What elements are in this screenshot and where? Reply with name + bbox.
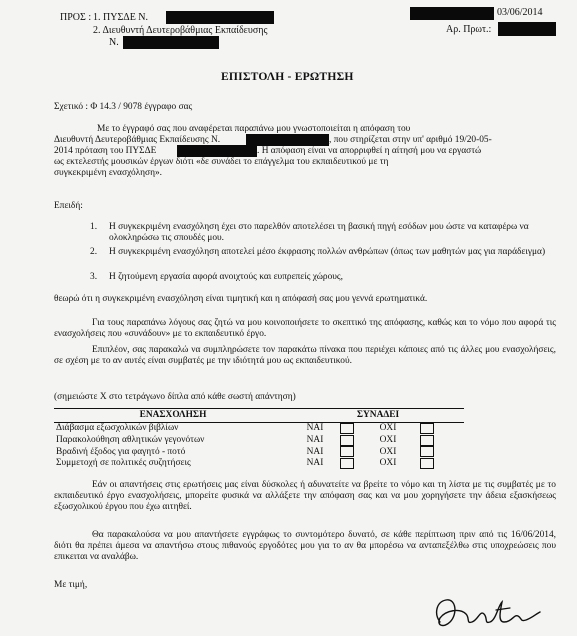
redaction-block — [177, 145, 257, 157]
yes-checkbox[interactable] — [340, 423, 354, 434]
para1-line3a: 2014 πρόταση του ΠΥΣΔΕ — [54, 146, 157, 156]
table-row — [54, 458, 464, 470]
deadline-paragraph: Θα παρακαλούσα να μου απαντήσετε εγγράφως το συντομότερο δυνατό, σε κάθε περίπτωση πριν από τις 16/06/2014, διότι θα πρέπει άμεσα να απαντήσω στους πιθανούς εργοδότες μου για το αν θα μπορέσω να ανταπεξέλθω στις υποχρεώσεις που επικειται να αναλάβω. — [54, 530, 556, 563]
no-checkbox[interactable] — [420, 446, 434, 457]
yes-checkbox[interactable] — [340, 446, 354, 457]
table-row — [54, 423, 464, 435]
redaction-block — [498, 22, 556, 36]
para1-line5: συγκεκριμένη ενασχόληση». — [54, 168, 163, 178]
table-header-row — [54, 409, 464, 423]
reference-line: Σχετικό : Φ 14.3 / 9078 έγγραφο σας — [54, 102, 193, 112]
table-instruction: (σημειώστε Χ στο τετράγωνο δίπλα από κάθε σωστή απάντηση) — [54, 392, 296, 402]
redaction-block — [123, 36, 219, 49]
list-text: Η συγκεκριμένη ενασχόληση έχει στο παρελθόν αποτελέσει τη βασική πηγή εσόδων μου ώστε να καταφέρω να ολοκληρώσω τις σπουδές μου. — [109, 222, 529, 244]
redaction-block — [410, 7, 494, 20]
yes-checkbox[interactable] — [340, 458, 354, 469]
list-text: Η ζητούμενη εργασία αφορά ανοιχτούς και ευπρεπείς χώρους, — [109, 272, 343, 282]
list-text: Η συγκεκριμένη ενασχόληση αποτελεί μέσο έκφρασης πολλών ανθρώπων (όπως των μαθητών μας για παράδειγμα) — [109, 247, 546, 257]
activity-cell: Βραδινή έξοδος για φαγητό - ποτό — [56, 446, 186, 457]
para1-line4: ως εκτελεστής μουσικών έργων διότι «δε συνάδει το επάγγελμα του εκπαιδευτικού με τη — [54, 157, 389, 167]
recipient-2: 2. Διευθυντή Δευτεροβάθμιας Εκπαίδευσης — [93, 25, 268, 36]
date: , 03/06/2014 — [492, 7, 543, 18]
activity-cell: Διάβασμα εξωσχολικών βιβλίων — [56, 423, 179, 434]
yes-label: ΝΑΙ — [306, 434, 324, 445]
compatibility-table — [54, 408, 464, 470]
redaction-block — [246, 134, 329, 146]
table-row — [54, 435, 464, 447]
compatible-column-header: ΣΥΝΑΔΕΙ — [292, 409, 464, 423]
to-label: ΠΡΟΣ : — [60, 12, 92, 23]
no-label: ΟΧΙ — [379, 458, 397, 469]
table-request-paragraph: Επιπλέον, σας παρακαλώ να συμπληρώσετε τον παρακάτω πίνακα που περιέχει κάποιες από τις άλλες μου ενασχολήσεις, σε σχέση με το αν αυτές είναι συμβατές με την ιδιότητά μου ως εκπαιδευτικού. — [54, 345, 556, 367]
conclusion-line: θεωρώ ότι η συγκεκριμένη ενασχόληση είναι τιμητική και η απόφασή σας μου γεννά ερωτηματικά. — [54, 294, 428, 304]
para1-line2b: , που στηρίζεται στην υπ' αριθμό 19/20-05- — [329, 135, 492, 145]
yes-label: ΝΑΙ — [306, 446, 324, 457]
list-item — [90, 247, 556, 271]
since-label: Επειδή: — [54, 201, 83, 211]
list-number: 2. — [90, 247, 98, 257]
no-checkbox[interactable] — [420, 435, 434, 446]
para1-line1: Με το έγγραφό σας που αναφέρεται παραπάνω μου γνωστοποιείται η απόφαση του — [97, 124, 411, 134]
alternative-paragraph: Εάν οι απαντήσεις στις ερωτήσεις μας είναι δύσκολες ή αδυνατείτε να βρείτε το νόμο και τη λίστα με τις συμβατές με το εκπαιδευτικό έργο ενασχολήσεις, μπορείτε φυσικά να αλλάξετε την απόφαση σας και να μου χορηγήσετε την άδεια εξασκήσεως εξωσχολικού έργου που έχω αιτηθεί. — [54, 480, 556, 513]
handwritten-signature — [426, 592, 546, 632]
recipient-3: Ν. — [109, 37, 119, 48]
no-label: ΟΧΙ — [379, 423, 397, 434]
table-row — [54, 446, 464, 458]
list-item — [90, 272, 556, 284]
para1-line2a: Διευθυντή Δευτεροβάθμιας Εκπαίδευσης Ν. — [54, 135, 221, 145]
no-label: ΟΧΙ — [379, 434, 397, 445]
no-label: ΟΧΙ — [379, 446, 397, 457]
request-paragraph: Για τους παραπάνω λόγους σας ζητώ να μου κοινοποιήσετε το σκεπτικό της απόφασης, καθώς και το νόμο που αφορά τις ενασχολήσεις που «συνάδουν» με το εκπαιδευτικό έργο. — [54, 318, 556, 340]
list-number: 3. — [90, 272, 98, 282]
letter-title: ΕΠΙΣΤΟΛΗ - ΕΡΩΤΗΣΗ — [221, 70, 354, 83]
yes-label: ΝΑΙ — [306, 423, 324, 434]
list-number: 1. — [90, 222, 98, 232]
para1-line3b: . Η απόφαση είναι να απορριφθεί η αίτησή μου να εργαστώ — [257, 146, 482, 156]
protocol-number-label: Αρ. Πρωτ.: — [446, 24, 492, 35]
no-checkbox[interactable] — [420, 458, 434, 469]
closing-line: Με τιμή, — [54, 580, 88, 590]
activity-cell: Παρακολούθηση αθλητικών γεγονότων — [56, 434, 205, 445]
activity-column-header: ΕΝΑΣΧΟΛΗΣΗ — [54, 409, 292, 423]
no-checkbox[interactable] — [420, 423, 434, 434]
activity-cell: Συμμετοχή σε πολιτικές συζητήσεις — [56, 458, 191, 469]
yes-checkbox[interactable] — [340, 435, 354, 446]
recipient-1: 1. ΠΥΣΔΕ Ν. — [93, 12, 149, 23]
redaction-block — [166, 11, 274, 24]
list-item — [90, 222, 556, 246]
yes-label: ΝΑΙ — [306, 458, 324, 469]
